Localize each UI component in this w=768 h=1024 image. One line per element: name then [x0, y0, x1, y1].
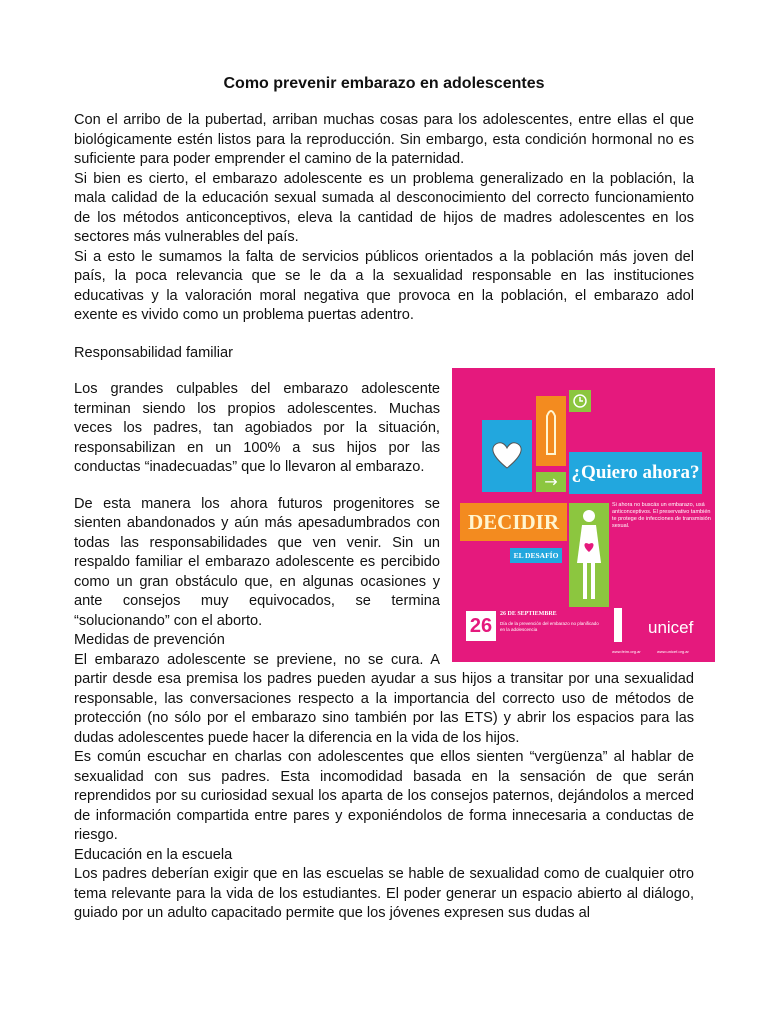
condom-icon [544, 406, 558, 456]
paragraph: Es común escuchar en charlas con adolescentes que ellos sienten “vergüenza” al hablar de sexualidad con sus padres. Esta incomodidad basada en la sensación de que serán reprendidos por su curiosidad sexual los aparta de los consejos paternos, dejándolos a merced de información compartida entre pares y exponiéndolos de forma innecesaria a conductas de riesgo. [74, 749, 694, 843]
poster-message: Si ahora no buscás un embarazo, usá anticonceptivos. El preservativo también te protege de infecciones de transmisión sexual. [612, 502, 711, 529]
poster-quiero-ahora: ¿Quiero ahora? [569, 452, 702, 494]
arrow-right-icon: → [536, 472, 566, 492]
document-title: Como prevenir embarazo en adolescentes [223, 75, 545, 92]
paragraph: Si bien es cierto, el embarazo adolescente es un problema generalizado en la población, la mala calidad de la educación sexual sumada al desconocimiento del correcto funcionamiento de los métodos anticonceptivos, eleva la cantidad de hijos de madres adolescentes en los sectores más vulnerables del país. [74, 170, 694, 245]
paragraph: Los padres deberían exigir que en las escuelas se hable de sexualidad como de cualquier otro tema relevante para la vida de los estudiantes. El poder generar un espacio abierto al diálogo, guiado por un adulto capacitado permite que los jóvenes expresen sus dudas al [74, 866, 694, 921]
paragraph: Si a esto le sumamos la falta de servicios públicos orientados a la población más joven del país, la poca relevancia que se le da a la sexualidad responsable en las instituciones educativas y la valoración moral negativa que provoca en la población, el embarazo adol exente es vivido como un problema puertas adentro. [74, 248, 694, 323]
pregnant-woman-icon [574, 508, 604, 603]
poster-el-desafio: EL DESAFÍO [510, 548, 562, 563]
document-body [74, 74, 711, 924]
clock-icon [572, 393, 588, 409]
poster-decidir: DECIDIR [460, 503, 567, 541]
feim-logo [614, 608, 622, 642]
campaign-poster-image [452, 368, 715, 662]
poster-date: 26 DE SEPTIEMBRE [500, 611, 557, 617]
poster-url-unicef: www.unicef.org.ar [657, 649, 689, 654]
poster-date-caption: Día de la prevención del embarazo no planificado en la adolescencia [500, 621, 599, 632]
paragraph: Los grandes culpables del embarazo adolescente terminan siendo los propios adolescentes. Muchas veces los padres, tan agobiados por la situación, responsabilizan en un 100% a sus hijos por las conductas “inadecuadas” que lo llevaron al embarazo. [74, 381, 440, 475]
section-heading-responsabilidad: Responsabilidad familiar [74, 344, 233, 361]
section-heading-medidas: Medidas de prevención [74, 632, 225, 648]
paragraph: De esta manera los ahora futuros progenitores se sienten abandonados y aún más apesadumbrados con todas las responsabilidades que ven venir. Sin un respaldo familiar el embarazo adolescente es percibido como un gran obstáculo que, en algunas ocasiones y ante consejos muy equivocados, se termina “solucionando” con el aborto. [74, 495, 440, 629]
section-heading-educacion: Educación en la escuela [74, 846, 233, 863]
unicef-logo: unicef [648, 618, 694, 637]
poster-day: 26 [466, 611, 496, 641]
heart-icon [490, 440, 524, 470]
paragraph: Con el arribo de la pubertad, arriban muchas cosas para los adolescentes, entre ellas el que biológicamente estén listos para la reproducción. Sin embargo, esta condición hormonal no es suficiente para poder emprender el camino de la paternidad. [74, 112, 694, 167]
paragraph: El embarazo adolescente se previene, no se cura. A partir desde esa premisa los padres pueden ayudar a sus hijos a transitar por una sexualidad responsable, las conversaciones respecto a la importancia del correcto uso de métodos de protección (no sólo por el embarazo sino también por las ETS) y abrir los espacios para las dudas adolescentes puede hacer la diferencia en la vida de los hijos. [74, 651, 694, 746]
poster-url-feim: www.feim.org.ar [612, 649, 641, 654]
